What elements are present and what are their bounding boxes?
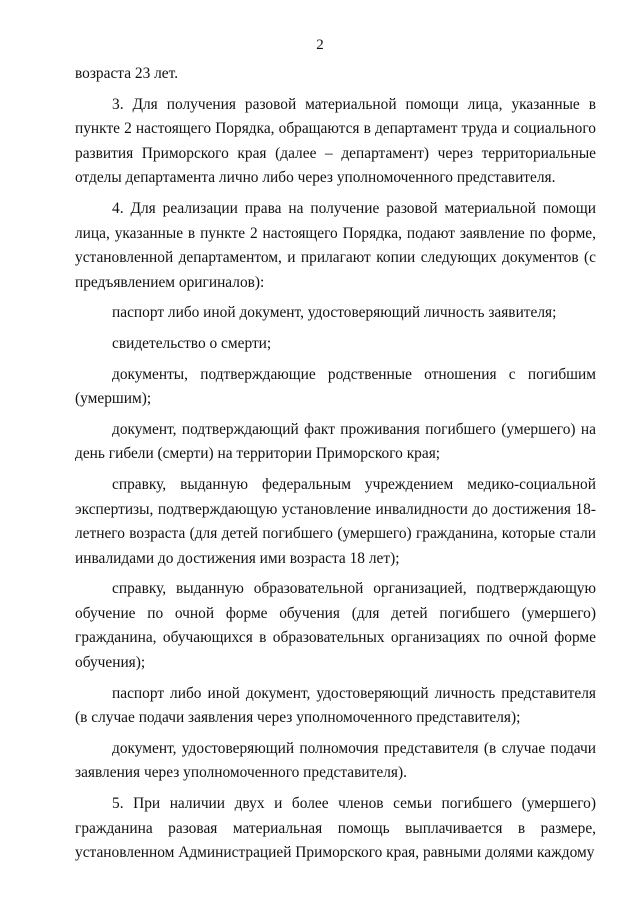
document-list-item: документ, подтверждающий факт проживания погибшего (умершего) на день гибели (смерти) на территории Приморского края; <box>75 420 596 463</box>
document-list-item: паспорт либо иной документ, удостоверяющий личность представителя (в случае подачи заявления через уполномоченного представителя); <box>75 684 596 727</box>
document-list-item: справку, выданную образовательной организацией, подтверждающую обучение по очной форме обучения (для детей погибшего (умершего) гражданина, обучающихся в образовательных организациях по очной форме обучения); <box>75 580 596 672</box>
paragraph-item-4: 4. Для реализации права на получение разовой материальной помощи лица, указанные в пункте 2 настоящего Порядка, подают заявление по форме, установленной департаментом, и прилагают копии следующих документов (с предъявлением оригиналов): <box>75 199 596 291</box>
document-list-item: паспорт либо иной документ, удостоверяющий личность заявителя; <box>112 304 557 322</box>
page-number: 2 <box>316 37 324 53</box>
document-list-item: справку, выданную федеральным учреждением медико-социальной экспертизы, подтверждающую установление инвалидности до достижения 18-летнего возраста (для детей погибшего (умершего) гражданина, которые стали инвалидами до достижения ими возраста 18 лет); <box>75 475 596 567</box>
document-body <box>75 62 596 866</box>
paragraph-item-5: 5. При наличии двух и более членов семьи погибшего (умершего) гражданина разовая материальная помощь выплачивается в размере, установленном Администрацией Приморского края, равными долями каждому <box>75 795 596 862</box>
paragraph-continuation: возраста 23 лет. <box>75 65 179 82</box>
paragraph-item-3: 3. Для получения разовой материальной помощи лица, указанные в пункте 2 настоящего Порядка, обращаются в департамент труда и социального развития Приморского края (далее – департамент) через территориальные отделы департамента лично либо через уполномоченного представителя. <box>75 95 596 187</box>
document-list-item: документы, подтверждающие родственные отношения с погибшим (умершим); <box>75 365 596 408</box>
document-list-item: свидетельство о смерти; <box>112 334 272 352</box>
document-list-item: документ, удостоверяющий полномочия представителя (в случае подачи заявления через уполномоченного представителя). <box>75 739 596 782</box>
